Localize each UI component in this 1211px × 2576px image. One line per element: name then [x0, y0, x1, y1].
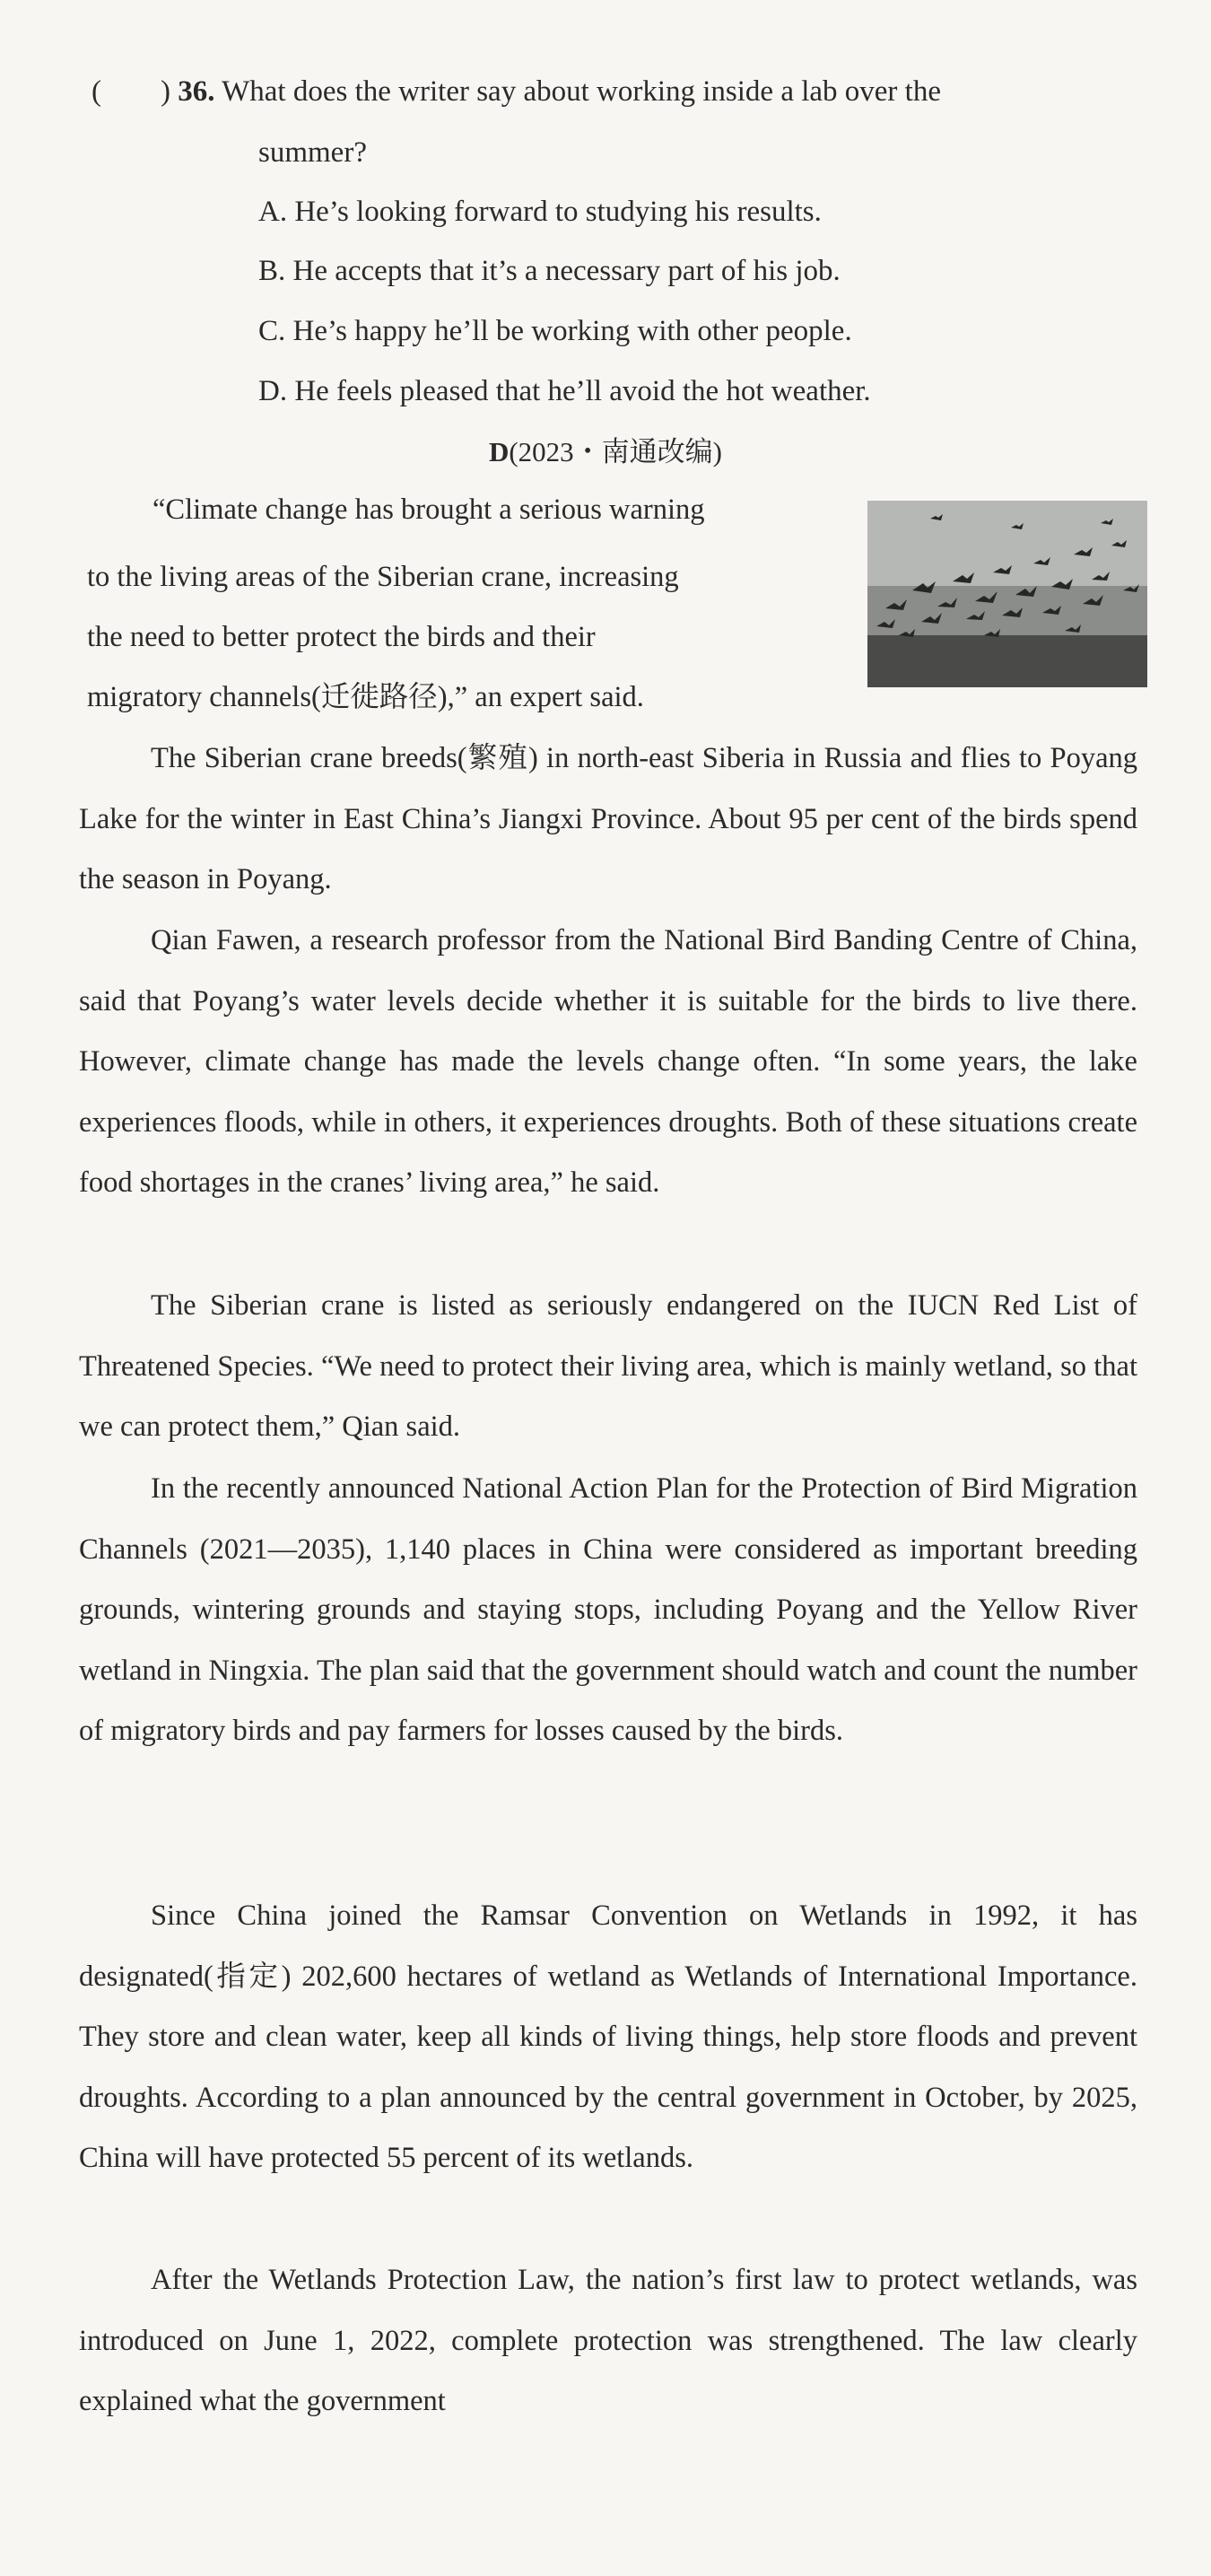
cranes-photo	[867, 501, 1147, 687]
option-a: A. He’s looking forward to studying his results.	[258, 196, 822, 228]
answer-blank[interactable]: ( )	[91, 75, 170, 108]
question-stem-line-1	[91, 70, 941, 113]
cranes-flock-image	[867, 501, 1147, 687]
paragraph-1-rest	[87, 547, 841, 728]
section-letter: D	[488, 436, 510, 467]
paragraph-1-line-4: migratory channels(迁徙路径),” an expert said.	[87, 681, 644, 713]
paragraph-3: Qian Fawen, a research professor from the National Bird Banding Centre of China, said that Poyang’s water levels decide whether it is suitable for the birds to live there. However, climate change has made the levels change often. “In some years, the lake experiences floods, while in others, it experiences droughts. Both of these situations create food shortages in the cranes’ living area,” he said.	[79, 924, 1137, 1199]
paragraph-5: In the recently announced National Action Plan for the Protection of Bird Migration Channels (2021—2035), 1,140 places in China were considered as important breeding grounds, wintering grounds and staying stops, including Poyang and the Yellow River wetland in Ningxia. The plan said that the government should watch and count the number of migratory birds and pay farmers for losses caused by the birds.	[79, 1472, 1137, 1747]
section-source: (2023・南通改编)	[509, 436, 723, 467]
question-stem-line-2: summer?	[258, 136, 367, 169]
option-d: D. He feels pleased that he’ll avoid the hot weather.	[258, 375, 871, 407]
option-b: B. He accepts that it’s a necessary part of his job.	[258, 255, 841, 287]
paragraph-1-line-2: to the living areas of the Siberian crane, increasing	[87, 561, 679, 593]
paragraph-2: The Siberian crane breeds(繁殖) in north-east Siberia in Russia and flies to Poyang Lake for the winter in East China’s Jiangxi Province. About 95 per cent of the birds spend the season in Poyang.	[79, 742, 1137, 895]
question-number: 36.	[178, 75, 215, 108]
paragraph-1-line-3: the need to better protect the birds and their	[87, 621, 596, 653]
section-heading	[0, 429, 1211, 469]
paragraph-4: The Siberian crane is listed as seriously endangered on the IUCN Red List of Threatened Species. “We need to protect their living area, which is mainly wetland, so that we can protect them,” Qian said.	[79, 1289, 1137, 1443]
question-stem: What does the writer say about working inside a lab over the	[222, 75, 941, 108]
paragraph-7: After the Wetlands Protection Law, the nation’s first law to protect wetlands, was introduced on June 1, 2022, complete protection was strengthened. The law clearly explained what the government	[79, 2264, 1137, 2417]
paragraph-6: Since China joined the Ramsar Convention on Wetlands in 1992, it has designated(指定) 202,600 hectares of wetland as Wetlands of International Importance. They store and clean water, keep all kinds of living things, help store floods and prevent droughts. According to a plan announced by the central government in October, by 2025, China will have protected 55 percent of its wetlands.	[79, 1899, 1137, 2174]
option-c: C. He’s happy he’ll be working with other people.	[258, 315, 852, 347]
paragraph-1-line-1: “Climate change has brought a serious warning	[152, 493, 705, 526]
